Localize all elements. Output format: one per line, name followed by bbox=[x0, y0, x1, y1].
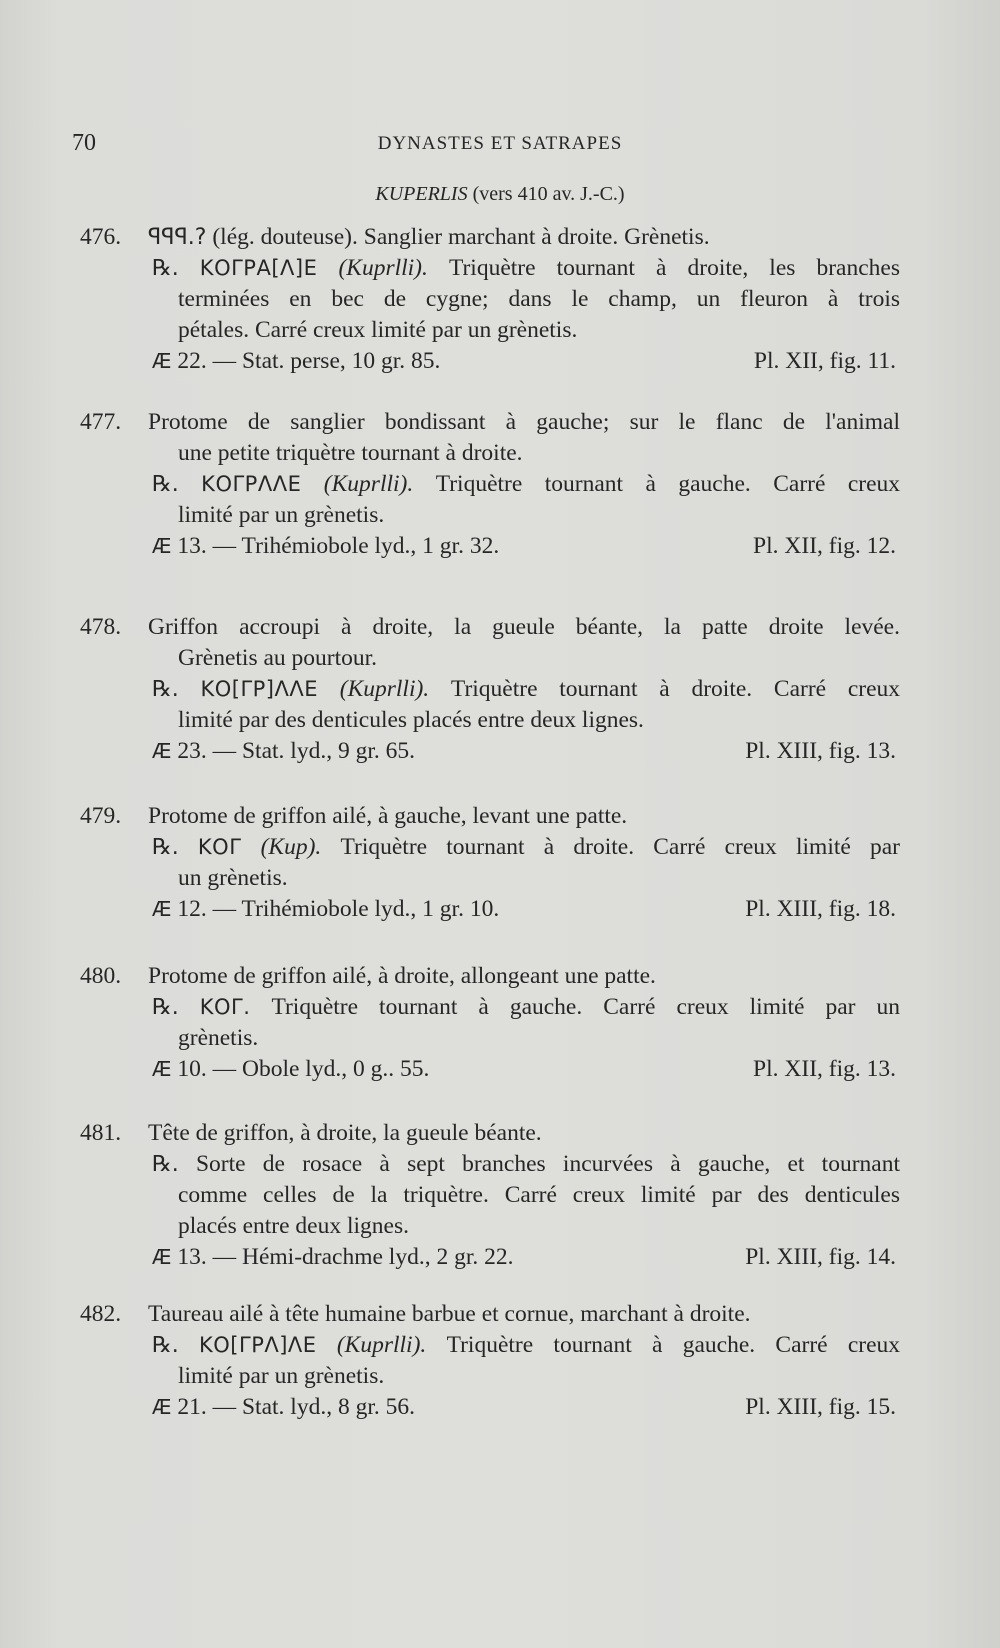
reverse-continuation: limité par des denticules placés entre deux lignes. bbox=[178, 707, 644, 733]
reverse-continuation: grènetis. bbox=[178, 1025, 259, 1051]
obverse-text: Protome de sanglier bondissant à gauche; sur le flanc de l'animal bbox=[148, 409, 900, 435]
reverse-text: Triquètre tournant à gauche. Carré creux bbox=[446, 1332, 901, 1358]
plate-reference: Pl. XIII, fig. 18. bbox=[745, 896, 896, 922]
reverse-transliteration: (Kuprlli). bbox=[338, 255, 428, 281]
metal-symbol: Æ bbox=[152, 534, 172, 558]
metal-line bbox=[80, 1392, 900, 1423]
reverse-text: Triquètre tournant à gauche. Carré creux bbox=[435, 471, 901, 497]
reverse-transliteration: (Kuprlli). bbox=[336, 1332, 427, 1358]
plate-reference: Pl. XIII, fig. 14. bbox=[745, 1244, 896, 1270]
reverse-line bbox=[80, 992, 900, 1023]
metal-description: 10. — Obole lyd., 0 g.. 55. bbox=[177, 1056, 430, 1082]
reverse-text: Triquètre tournant à droite, les branches bbox=[448, 255, 900, 281]
reverse-symbol: ℞. bbox=[152, 472, 179, 497]
reverse-line bbox=[80, 469, 900, 500]
reverse-line bbox=[80, 1330, 900, 1361]
obverse-continuation: une petite triquètre tournant à droite. bbox=[178, 440, 523, 466]
reverse-line bbox=[80, 1149, 900, 1180]
reverse-continuation: terminées en bec de cygne; dans le champ, un fleuron à trois bbox=[178, 286, 900, 312]
entry-obverse-line bbox=[80, 1299, 900, 1330]
entry-number: 479. bbox=[80, 803, 122, 829]
metal-line bbox=[80, 531, 900, 562]
entry-number: 476. bbox=[80, 224, 122, 250]
metal-symbol: Æ bbox=[152, 349, 172, 373]
section-heading bbox=[0, 183, 1000, 206]
reverse-transliteration: (Kuprlli). bbox=[323, 471, 414, 497]
metal-line bbox=[80, 1054, 900, 1085]
reverse-line bbox=[80, 253, 900, 284]
plate-reference: Pl. XIII, fig. 15. bbox=[745, 1394, 896, 1420]
obverse-text: Griffon accroupi à droite, la gueule béante, la patte droite levée. bbox=[148, 614, 900, 640]
entry-number: 477. bbox=[80, 409, 122, 435]
reverse-symbol: ℞. bbox=[152, 995, 179, 1020]
reverse-legend: ΚΟΓ bbox=[197, 835, 242, 859]
metal-line bbox=[80, 1242, 900, 1273]
obverse-text: Taureau ailé à tête humaine barbue et cornue, marchant à droite. bbox=[148, 1301, 751, 1327]
catalog-entry-477 bbox=[80, 407, 900, 562]
catalog-entry-481 bbox=[80, 1118, 900, 1273]
metal-symbol: Æ bbox=[152, 739, 172, 763]
reverse-transliteration: (Kup). bbox=[260, 834, 322, 860]
plate-reference: Pl. XII, fig. 12. bbox=[753, 533, 896, 559]
obverse-legend: ꟼꟼꟼ.? bbox=[148, 225, 207, 250]
metal-description: 13. — Trihémiobole lyd., 1 gr. 32. bbox=[177, 533, 500, 559]
reverse-continuation: pétales. Carré creux limité par un grènetis. bbox=[178, 317, 578, 343]
reverse-line bbox=[80, 674, 900, 705]
section-date: (vers 410 av. J.-C.) bbox=[472, 183, 625, 205]
plate-reference: Pl. XII, fig. 11. bbox=[753, 348, 896, 374]
obverse-text: Protome de griffon ailé, à droite, allongeant une patte. bbox=[148, 963, 656, 989]
metal-symbol: Æ bbox=[152, 897, 172, 921]
reverse-line bbox=[80, 832, 900, 863]
entry-obverse-line bbox=[80, 612, 900, 643]
catalog-entry-478 bbox=[80, 612, 900, 767]
entry-number: 481. bbox=[80, 1120, 122, 1146]
metal-line bbox=[80, 894, 900, 925]
reverse-text: Triquètre tournant à droite. Carré creux limité par bbox=[340, 834, 901, 860]
metal-description: 22. — Stat. perse, 10 gr. 85. bbox=[177, 348, 441, 374]
entry-obverse-line bbox=[80, 961, 900, 992]
catalog-entry-482 bbox=[80, 1299, 900, 1423]
section-name: KUPERLIS bbox=[375, 183, 468, 205]
metal-symbol: Æ bbox=[152, 1395, 172, 1419]
metal-line bbox=[80, 736, 900, 767]
entry-number: 480. bbox=[80, 963, 122, 989]
reverse-continuation: un grènetis. bbox=[178, 865, 288, 891]
reverse-legend: ΚΟΓΡΛΛΕ bbox=[201, 472, 302, 496]
metal-symbol: Æ bbox=[152, 1057, 172, 1081]
reverse-text: Sorte de rosace à sept branches incurvées à gauche, et tournant bbox=[195, 1151, 900, 1177]
reverse-symbol: ℞. bbox=[152, 256, 179, 281]
reverse-legend: ΚΟ[ΓΡ]ΛΛΕ bbox=[200, 677, 319, 701]
reverse-symbol: ℞. bbox=[152, 677, 179, 702]
entry-obverse-line bbox=[80, 801, 900, 832]
reverse-text: Triquètre tournant à droite. Carré creux bbox=[450, 676, 900, 702]
catalog-entry-480 bbox=[80, 961, 900, 1085]
reverse-legend: ΚΟΓΡΑ[Λ]Ε bbox=[199, 256, 318, 280]
metal-description: 23. — Stat. lyd., 9 gr. 65. bbox=[177, 738, 415, 764]
metal-description: 21. — Stat. lyd., 8 gr. 56. bbox=[177, 1394, 415, 1420]
reverse-symbol: ℞. bbox=[152, 835, 179, 860]
reverse-continuation: placés entre deux lignes. bbox=[178, 1213, 409, 1239]
reverse-symbol: ℞. bbox=[152, 1333, 179, 1358]
reverse-continuation: limité par un grènetis. bbox=[178, 1363, 385, 1389]
obverse-continuation: Grènetis au pourtour. bbox=[178, 645, 378, 671]
plate-reference: Pl. XIII, fig. 13. bbox=[745, 738, 896, 764]
metal-description: 13. — Hémi-drachme lyd., 2 gr. 22. bbox=[177, 1244, 514, 1270]
reverse-continuation: comme celles de la triquètre. Carré creux limité par des denticules bbox=[178, 1182, 900, 1208]
entry-obverse-line bbox=[80, 1118, 900, 1149]
entry-obverse-line bbox=[80, 222, 900, 253]
catalog-entry-476 bbox=[80, 222, 900, 377]
metal-description: 12. — Trihémiobole lyd., 1 gr. 10. bbox=[177, 896, 500, 922]
metal-symbol: Æ bbox=[152, 1245, 172, 1269]
reverse-text: Triquètre tournant à gauche. Carré creux limité par un bbox=[271, 994, 901, 1020]
reverse-continuation: limité par un grènetis. bbox=[178, 502, 385, 528]
plate-reference: Pl. XII, fig. 13. bbox=[753, 1056, 896, 1082]
entry-number: 482. bbox=[80, 1301, 122, 1327]
obverse-text: Tête de griffon, à droite, la gueule béante. bbox=[148, 1120, 542, 1146]
catalog-entry-479 bbox=[80, 801, 900, 925]
obverse-text: (lég. douteuse). Sanglier marchant à droite. Grènetis. bbox=[212, 224, 710, 250]
entry-number: 478. bbox=[80, 614, 122, 640]
obverse-text: Protome de griffon ailé, à gauche, levant une patte. bbox=[148, 803, 628, 829]
reverse-legend: ΚΟΓ. bbox=[199, 995, 251, 1019]
entry-obverse-line bbox=[80, 407, 900, 438]
reverse-symbol: ℞. bbox=[152, 1152, 179, 1177]
reverse-transliteration: (Kuprlli). bbox=[339, 676, 430, 702]
page-number: 70 bbox=[72, 130, 96, 156]
reverse-legend: ΚΟ[ΓΡΛ]ΛΕ bbox=[199, 1333, 317, 1357]
running-head: DYNASTES ET SATRAPES bbox=[377, 133, 623, 154]
metal-line bbox=[80, 346, 900, 377]
